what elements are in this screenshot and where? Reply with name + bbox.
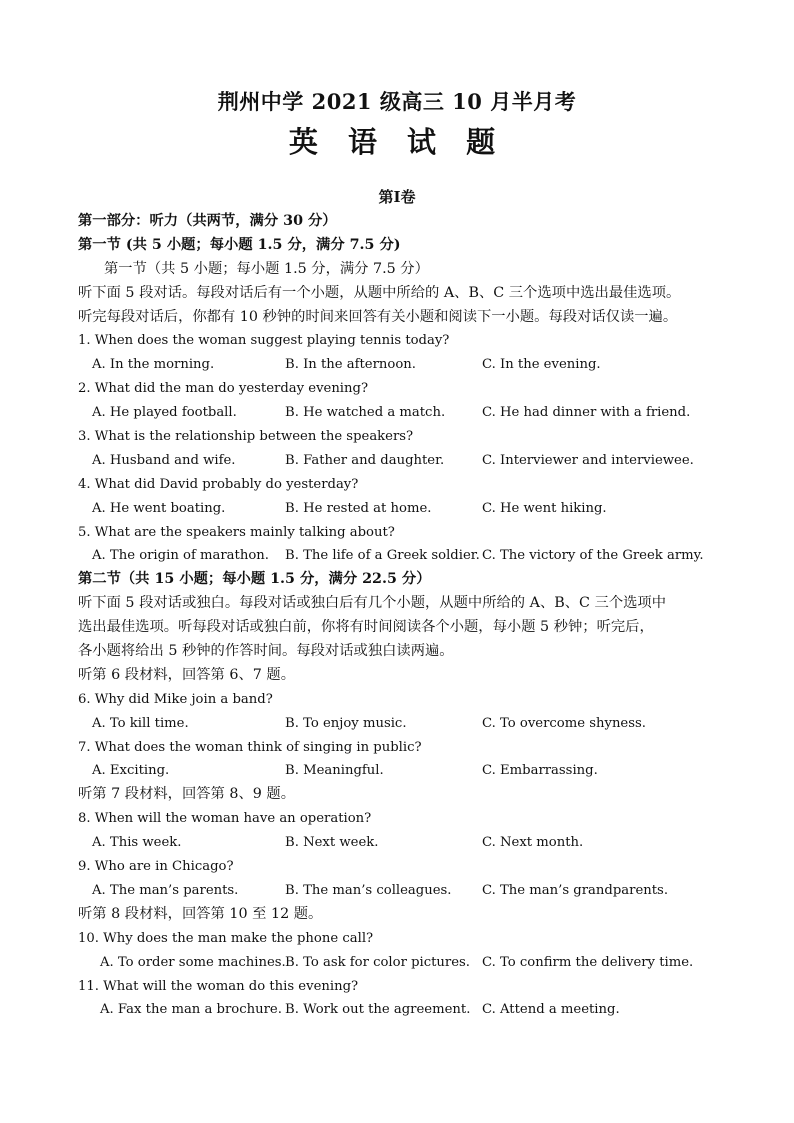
instruction-line: 各小题将给出 5 秒钟的作答时间。每段对话或独白读两遍。: [78, 643, 454, 660]
instruction-line: 听下面 5 段对话或独白。每段对话或独白后有几个小题，从题中所给的 A、B、C 三个选项中: [78, 595, 667, 612]
question-text: 11. What will the woman do this evening?: [78, 978, 359, 994]
options-row: [78, 497, 738, 521]
option-a: A. Husband and wife.: [92, 452, 236, 468]
option-b: B. Father and daughter.: [285, 452, 445, 468]
options-row: [78, 879, 738, 903]
question-text: 1. When does the woman suggest playing tennis today?: [78, 333, 450, 349]
option-c: C. He went hiking.: [482, 500, 607, 516]
option-b: B. To enjoy music.: [285, 715, 407, 731]
instruction-line: 选出最佳选项。听每段对话或独白前，你将有时间阅读各个小题，每小题 5 秒钟；听完后，: [78, 619, 654, 636]
option-c: C. To confirm the delivery time.: [482, 954, 694, 970]
option-c: C. The man’s grandparents.: [482, 882, 669, 898]
option-b: B. In the afternoon.: [285, 357, 416, 373]
instruction-line: 听完每段对话后，你都有 10 秒钟的时间来回答有关小题和阅读下一小题。每段对话仅读一遍。: [78, 308, 678, 325]
options-row: [78, 401, 738, 425]
options-row: [78, 544, 738, 568]
question-text: 7. What does the woman think of singing in public?: [78, 739, 422, 755]
option-b: B. He rested at home.: [285, 500, 432, 516]
option-b: B. Work out the agreement.: [285, 1002, 471, 1018]
option-c: C. He had dinner with a friend.: [482, 405, 691, 421]
option-b: B. The life of a Greek soldier.: [285, 548, 480, 564]
option-c: C. In the evening.: [482, 357, 601, 373]
question-text: 10. Why does the man make the phone call?: [78, 930, 374, 946]
part1-heading: 第一部分：听力（共两节，满分 30 分）: [78, 213, 337, 229]
question-text: 4. What did David probably do yesterday?: [78, 476, 359, 492]
option-a: A. To kill time.: [92, 715, 189, 731]
question-text: 9. Who are in Chicago?: [78, 859, 234, 875]
option-a: A. Exciting.: [92, 763, 170, 779]
instruction-line: 听下面 5 段对话。每段对话后有一个小题，从题中所给的 A、B、C 三个选项中选出最佳选项。: [78, 284, 681, 301]
question-text: 3. What is the relationship between the speakers?: [78, 429, 414, 445]
material-label: 听第 7 段材料，回答第 8、9 题。: [78, 786, 296, 803]
option-a: A. Fax the man a brochure.: [100, 1002, 282, 1018]
option-a: A. This week.: [92, 835, 182, 851]
option-a: A. To order some machines.: [100, 954, 286, 970]
option-b: B. Next week.: [285, 835, 379, 851]
option-c: C. The victory of the Greek army.: [482, 548, 704, 564]
question-text: 6. Why did Mike join a band?: [78, 691, 273, 707]
options-row: [78, 998, 738, 1022]
option-c: C. To overcome shyness.: [482, 715, 646, 731]
option-a: A. He played football.: [92, 405, 237, 421]
exam-content: [78, 210, 738, 1022]
material-label: 听第 6 段材料，回答第 6、7 题。: [78, 666, 296, 683]
option-a: A. He went boating.: [92, 500, 226, 516]
exam-title: 荆州中学 2021 级高三 10 月半月考: [217, 89, 577, 114]
question-text: 5. What are the speakers mainly talking about?: [78, 524, 395, 540]
option-a: A. The man’s parents.: [92, 882, 239, 898]
section1-repeat: 第一节（共 5 小题；每小题 1.5 分，满分 7.5 分）: [104, 260, 429, 277]
option-c: C. Next month.: [482, 835, 584, 851]
volume-label: 第Ⅰ卷: [378, 188, 416, 206]
question-text: 2. What did the man do yesterday evening?: [78, 381, 369, 397]
question-text: 8. When will the woman have an operation?: [78, 811, 372, 827]
options-row: [78, 951, 738, 975]
option-b: B. The man’s colleagues.: [285, 882, 452, 898]
subject-title: 英 语 试 题: [288, 125, 506, 159]
option-c: C. Interviewer and interviewee.: [482, 452, 694, 468]
option-a: A. The origin of marathon.: [92, 548, 269, 564]
option-b: B. To ask for color pictures.: [285, 954, 470, 970]
material-label: 听第 8 段材料，回答第 10 至 12 题。: [78, 905, 323, 922]
options-row: [78, 759, 738, 783]
options-row: [78, 712, 738, 736]
option-b: B. He watched a match.: [285, 405, 446, 421]
section2-heading: 第二节（共 15 小题；每小题 1.5 分，满分 22.5 分）: [78, 571, 431, 588]
option-c: C. Embarrassing.: [482, 763, 598, 779]
section1-heading: 第一节 (共 5 小题；每小题 1.5 分，满分 7.5 分): [78, 236, 401, 253]
option-b: B. Meaningful.: [285, 763, 384, 779]
options-row: [78, 449, 738, 473]
option-c: C. Attend a meeting.: [482, 1002, 620, 1018]
option-a: A. In the morning.: [92, 357, 215, 373]
options-row: [78, 353, 738, 377]
options-row: [78, 831, 738, 855]
